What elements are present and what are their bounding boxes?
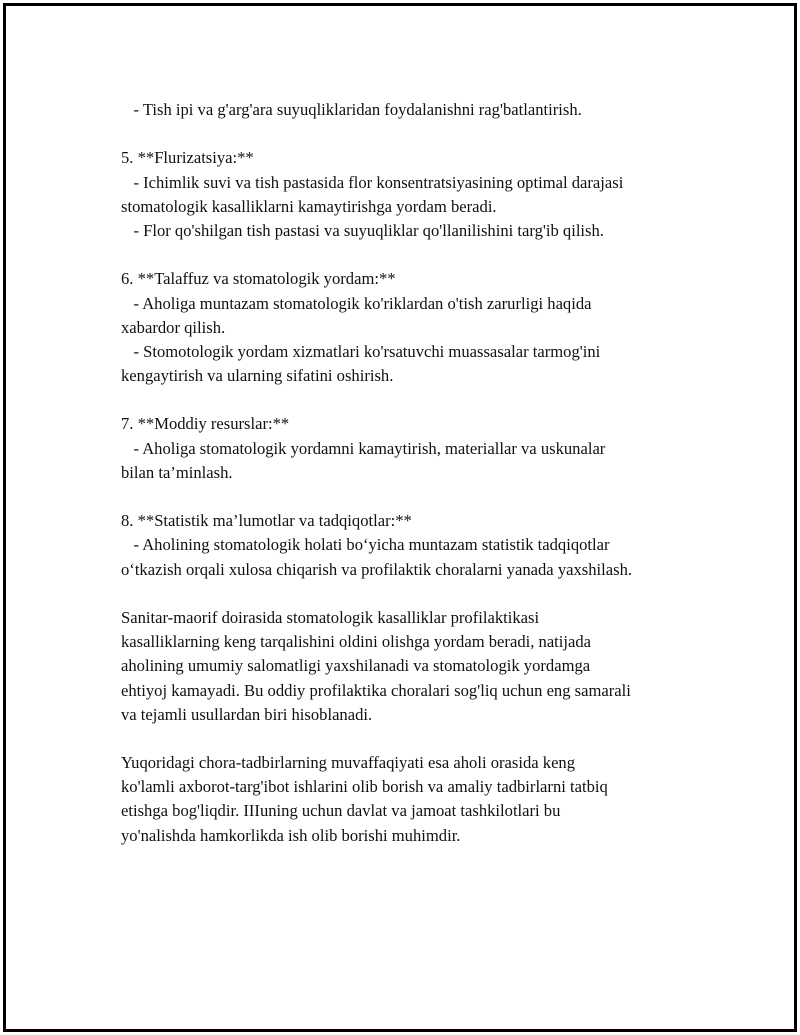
text-line: etishga bog'liqdir. IIIuning uchun davlat va jamoat tashkilotlari bu	[121, 801, 561, 821]
text-line: ehtiyoj kamayadi. Bu oddiy profilaktika choralari sog'liq uchun eng samarali	[121, 680, 631, 700]
blank-line	[121, 582, 721, 606]
text-line: - Ichimlik suvi va tish pastasida flor konsentratsiyasining optimal darajasi	[121, 172, 624, 192]
text-line: stomatologik kasalliklarni kamaytirishga yordam beradi.	[121, 196, 497, 216]
text-line: kengaytirish va ularning sifatini oshirish.	[121, 366, 394, 386]
text-line: ko'lamli axborot-targ'ibot ishlarini olib borish va amaliy tadbirlarni tatbiq	[121, 777, 608, 797]
blank-line	[121, 485, 721, 509]
text-line: bilan ta’minlash.	[121, 462, 233, 482]
text-line: aholining umumiy salomatligi yaxshilanadi va stomatologik yordamga	[121, 656, 591, 676]
text-line: va tejamli usullardan biri hisoblanadi.	[121, 704, 373, 724]
text-line: 5. **Flurizatsiya:**	[121, 148, 254, 168]
blank-line	[121, 727, 721, 751]
text-line: o‘tkazish orqali xulosa chiqarish va profilaktik choralarni yanada yaxshilash.	[121, 559, 633, 579]
text-line: 6. **Talaffuz va stomatologik yordam:**	[121, 269, 396, 289]
text-line: yo'nalishda hamkorlikda ish olib borishi muhimdir.	[121, 825, 461, 845]
blank-line	[121, 243, 721, 267]
text-line: - Stomotologik yordam xizmatlari ko'rsatuvchi muassasalar tarmog'ini	[121, 341, 601, 361]
text-line: - Flor qo'shilgan tish pastasi va suyuqliklar qo'llanilishini targ'ib qilish.	[121, 220, 604, 240]
text-line: - Aholiga stomatologik yordamni kamaytirish, materiallar va uskunalar	[121, 438, 606, 458]
text-line: xabardor qilish.	[121, 317, 226, 337]
text-line: - Tish ipi va g'arg'ara suyuqliklaridan foydalanishni rag'batlantirish.	[121, 100, 582, 119]
text-line: Yuqoridagi chora-tadbirlarning muvaffaqiyati esa aholi orasida keng	[121, 753, 576, 773]
blank-line	[121, 122, 721, 146]
text-line: kasalliklarning keng tarqalishini oldini olishga yordam beradi, natijada	[121, 632, 592, 652]
text-line: - Aholining stomatologik holati bo‘yicha muntazam statistik tadqiqotlar	[121, 535, 610, 555]
blank-line	[121, 388, 721, 412]
text-line: Sanitar-maorif doirasida stomatologik kasalliklar profilaktikasi	[121, 607, 540, 627]
text-line: 7. **Moddiy resurslar:**	[121, 414, 290, 434]
document-page	[3, 3, 797, 1032]
document-body	[121, 98, 721, 848]
text-line: 8. **Statistik ma’lumotlar va tadqiqotlar:**	[121, 511, 412, 531]
text-line: - Aholiga muntazam stomatologik ko'riklardan o'tish zarurligi haqida	[121, 293, 592, 313]
